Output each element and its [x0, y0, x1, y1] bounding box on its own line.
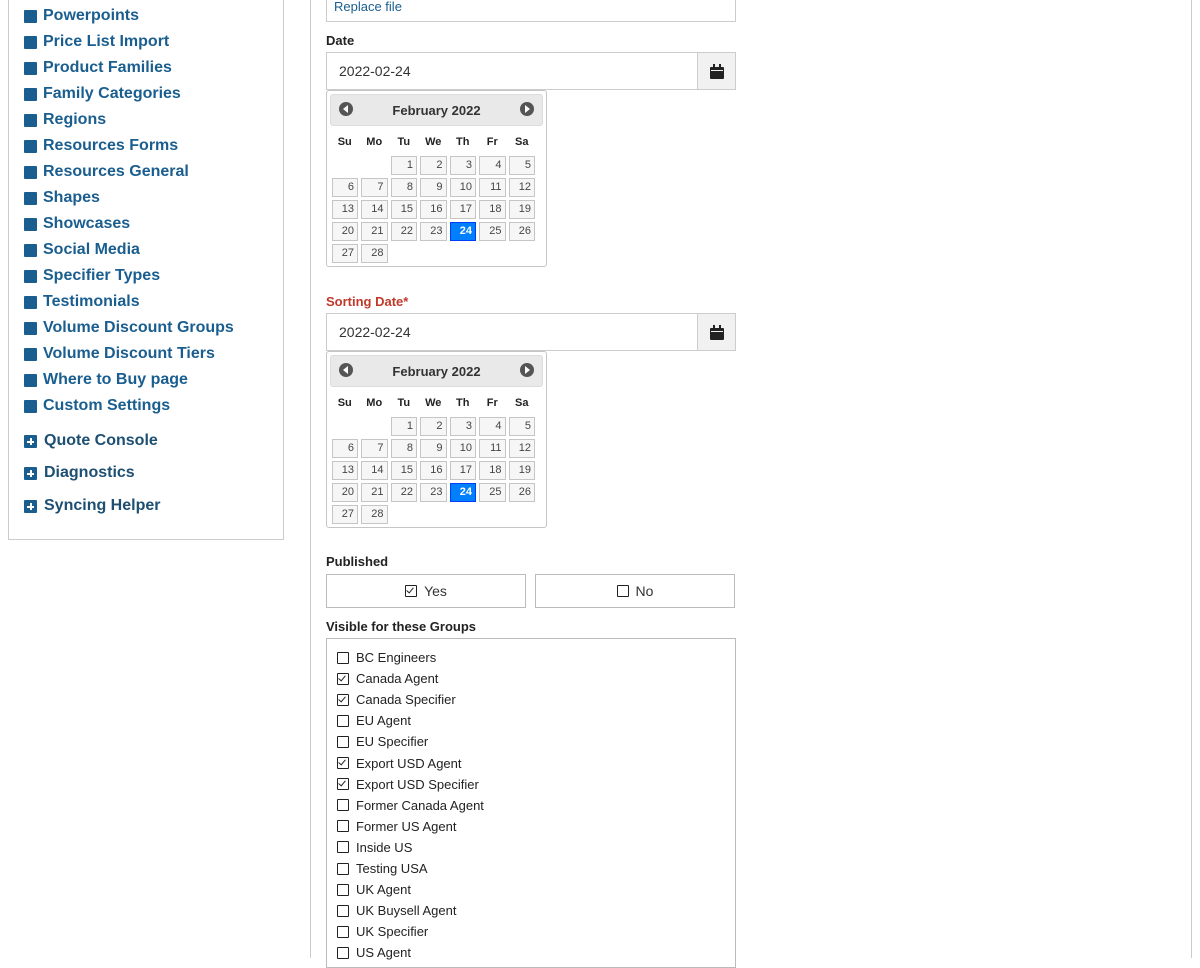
day-cell[interactable]: 14 — [361, 461, 388, 480]
group-checkbox-item[interactable] — [337, 798, 484, 813]
day-cell[interactable]: 11 — [479, 178, 506, 197]
square-bullet-icon — [24, 348, 37, 361]
day-cell[interactable]: 27 — [332, 244, 359, 263]
group-checkbox-item[interactable] — [337, 734, 428, 749]
day-cell[interactable]: 25 — [479, 483, 506, 502]
empty-box-icon[interactable] — [337, 736, 349, 748]
sidebar-item[interactable] — [24, 345, 215, 363]
next-month-icon[interactable] — [520, 363, 534, 377]
group-name: Export USD Agent — [356, 755, 462, 771]
empty-day-cell — [361, 156, 388, 175]
day-cell[interactable]: 5 — [509, 417, 536, 436]
sidebar-item[interactable] — [24, 189, 100, 207]
checked-box-icon[interactable] — [337, 694, 349, 706]
empty-box-icon[interactable] — [337, 841, 349, 853]
day-cell[interactable]: 28 — [361, 244, 388, 263]
selected-day-cell[interactable]: 24 — [450, 483, 477, 502]
published-no-label: No — [635, 583, 654, 599]
sidebar-item[interactable] — [24, 33, 169, 51]
sidebar-item-label: Volume Discount Tiers — [43, 345, 215, 362]
sidebar-item[interactable] — [24, 59, 172, 77]
day-cell[interactable]: 5 — [509, 156, 536, 175]
weekday-header: We — [425, 136, 442, 148]
weekday-header: Tu — [397, 397, 411, 409]
day-cell[interactable]: 23 — [420, 222, 447, 241]
day-cell[interactable]: 17 — [450, 461, 477, 480]
group-name: EU Agent — [356, 713, 411, 729]
day-cell[interactable]: 6 — [332, 439, 359, 458]
weekday-header: Su — [337, 397, 352, 409]
weekday-header: Sa — [515, 136, 529, 148]
group-name: UK Buysell Agent — [356, 903, 457, 919]
square-bullet-icon — [24, 140, 37, 153]
empty-box-icon[interactable] — [337, 652, 349, 664]
day-cell[interactable]: 1 — [391, 417, 418, 436]
day-cell[interactable]: 25 — [479, 222, 506, 241]
weekday-header: Th — [456, 397, 470, 409]
sidebar-item[interactable] — [24, 85, 181, 103]
day-cell[interactable]: 17 — [450, 200, 477, 219]
empty-day-cell — [361, 417, 388, 436]
sidebar-item-label: Testimonials — [43, 293, 140, 310]
empty-box-icon[interactable] — [337, 715, 349, 727]
datepicker-header — [330, 94, 543, 126]
sidebar-item-label: Price List Import — [43, 33, 170, 50]
weekday-header: Fr — [486, 136, 498, 148]
square-bullet-icon — [24, 192, 37, 205]
day-cell[interactable]: 8 — [391, 178, 418, 197]
day-cell[interactable]: 22 — [391, 222, 418, 241]
group-name: EU Specifier — [356, 734, 429, 750]
sidebar-item[interactable] — [24, 241, 140, 259]
day-cell[interactable]: 18 — [479, 461, 506, 480]
day-cell[interactable]: 2 — [420, 156, 447, 175]
sidebar-item-label: Where to Buy page — [43, 371, 188, 388]
weekday-header: Tu — [397, 136, 411, 148]
square-bullet-icon — [24, 374, 37, 387]
sidebar-item-label: Social Media — [43, 241, 140, 258]
datepicker-grid — [330, 131, 543, 263]
empty-box-icon[interactable] — [337, 863, 349, 875]
group-name: Inside US — [356, 839, 413, 855]
day-cell[interactable]: 21 — [361, 222, 388, 241]
group-name: Canada Agent — [356, 671, 439, 687]
day-cell[interactable]: 11 — [479, 439, 506, 458]
empty-box-icon[interactable] — [337, 926, 349, 938]
square-bullet-icon — [24, 270, 37, 283]
day-cell[interactable]: 27 — [332, 505, 359, 524]
checked-box-icon[interactable] — [337, 757, 349, 769]
group-name: UK Agent — [356, 882, 411, 898]
sidebar — [8, 0, 284, 540]
replace-file-link[interactable]: Replace file — [334, 0, 402, 14]
square-bullet-icon — [24, 62, 37, 75]
day-cell[interactable]: 10 — [450, 439, 477, 458]
sidebar-item[interactable] — [24, 215, 130, 233]
day-cell[interactable]: 6 — [332, 178, 359, 197]
sidebar-item-label: Custom Settings — [43, 397, 171, 414]
sidebar-item-label: Volume Discount Groups — [43, 319, 234, 336]
day-cell[interactable]: 15 — [391, 461, 418, 480]
empty-box-icon[interactable] — [337, 905, 349, 917]
day-cell[interactable]: 20 — [332, 483, 359, 502]
group-name: US Agent — [356, 945, 411, 961]
day-cell[interactable]: 13 — [332, 200, 359, 219]
datepicker-month-title: February 2022 — [392, 102, 481, 118]
checked-box-icon — [405, 585, 417, 597]
day-cell[interactable]: 19 — [509, 461, 536, 480]
checked-box-icon[interactable] — [337, 778, 349, 790]
date-calendar-button[interactable] — [697, 52, 736, 90]
datepicker-grid — [330, 392, 543, 524]
group-name: Canada Specifier — [356, 692, 456, 708]
day-cell[interactable]: 26 — [509, 483, 536, 502]
square-bullet-icon — [24, 36, 37, 49]
sorting-date-datepicker — [326, 351, 547, 528]
sidebar-item-label: Powerpoints — [43, 7, 140, 24]
groups-checklist — [326, 638, 736, 968]
group-checkbox-item[interactable] — [337, 882, 411, 897]
square-bullet-icon — [24, 244, 37, 257]
square-bullet-icon — [24, 166, 37, 179]
sorting-date-input[interactable] — [326, 313, 697, 351]
group-checkbox-item[interactable] — [337, 692, 456, 707]
group-checkbox-item[interactable] — [337, 777, 479, 792]
day-cell[interactable]: 1 — [391, 156, 418, 175]
empty-box-icon[interactable] — [337, 884, 349, 896]
sorting-date-calendar-button[interactable] — [697, 313, 736, 351]
sidebar-section-label: Diagnostics — [44, 464, 135, 481]
day-cell[interactable]: 26 — [509, 222, 536, 241]
group-name: BC Engineers — [356, 650, 437, 665]
sidebar-section-label: Quote Console — [44, 432, 158, 449]
day-cell[interactable]: 8 — [391, 439, 418, 458]
sidebar-item-label: Product Families — [43, 59, 172, 76]
sidebar-item-label: Specifier Types — [43, 267, 161, 284]
sidebar-item[interactable] — [24, 293, 140, 311]
sidebar-item[interactable] — [24, 371, 188, 389]
square-bullet-icon — [24, 296, 37, 309]
group-checkbox-item[interactable] — [337, 671, 438, 686]
sidebar-section-label: Syncing Helper — [44, 497, 161, 514]
day-cell[interactable]: 22 — [391, 483, 418, 502]
group-checkbox-item[interactable] — [337, 903, 456, 918]
sidebar-section-toggle[interactable] — [24, 464, 135, 482]
empty-box-icon[interactable] — [337, 820, 349, 832]
sidebar-item-label: Shapes — [43, 189, 100, 206]
date-label: Date — [326, 33, 355, 48]
empty-day-cell — [332, 156, 359, 175]
plus-square-icon — [24, 500, 37, 513]
empty-day-cell — [332, 417, 359, 436]
next-month-icon[interactable] — [520, 102, 534, 116]
date-datepicker — [326, 90, 547, 267]
datepicker-month-title: February 2022 — [392, 363, 481, 379]
day-cell[interactable]: 23 — [420, 483, 447, 502]
day-cell[interactable]: 18 — [479, 200, 506, 219]
weekday-header: Mo — [366, 397, 383, 409]
square-bullet-icon — [24, 114, 37, 127]
sidebar-item[interactable] — [24, 267, 160, 285]
day-cell[interactable]: 16 — [420, 461, 447, 480]
group-name: Testing USA — [356, 861, 428, 876]
group-checkbox-item[interactable] — [337, 756, 462, 771]
calendar-icon — [710, 64, 724, 79]
checked-box-icon[interactable] — [337, 673, 349, 685]
prev-month-icon[interactable] — [339, 363, 353, 377]
weekday-header: Th — [456, 136, 470, 148]
weekday-header: We — [425, 397, 442, 409]
square-bullet-icon — [24, 322, 37, 335]
group-name: Export USD Specifier — [356, 776, 479, 792]
date-input[interactable] — [326, 52, 697, 90]
day-cell[interactable]: 9 — [420, 439, 447, 458]
group-name: Former US Agent — [356, 818, 457, 834]
sidebar-item-label: Resources General — [43, 163, 189, 180]
sidebar-item-label: Family Categories — [43, 85, 181, 102]
published-no-button[interactable] — [535, 574, 735, 608]
square-bullet-icon — [24, 10, 37, 23]
weekday-header: Su — [337, 136, 352, 148]
day-cell[interactable]: 3 — [450, 417, 477, 436]
day-cell[interactable]: 7 — [361, 178, 388, 197]
weekday-header: Mo — [366, 136, 383, 148]
day-cell[interactable]: 12 — [509, 178, 536, 197]
empty-box-icon[interactable] — [337, 799, 349, 811]
day-cell[interactable]: 2 — [420, 417, 447, 436]
weekday-header: Fr — [486, 397, 498, 409]
sorting-date-label: Sorting Date* — [326, 294, 409, 309]
day-cell[interactable]: 13 — [332, 461, 359, 480]
day-cell[interactable]: 19 — [509, 200, 536, 219]
day-cell[interactable]: 28 — [361, 505, 388, 524]
day-cell[interactable]: 9 — [420, 178, 447, 197]
day-cell[interactable]: 12 — [509, 439, 536, 458]
datepicker-header — [330, 355, 543, 387]
group-name: UK Specifier — [356, 924, 429, 940]
square-bullet-icon — [24, 88, 37, 101]
empty-box-icon — [617, 585, 629, 597]
sidebar-section-toggle[interactable] — [24, 497, 160, 515]
group-checkbox-item[interactable] — [337, 840, 412, 855]
group-checkbox-item[interactable] — [337, 861, 428, 876]
sidebar-section-toggle[interactable] — [24, 432, 158, 450]
group-checkbox-item[interactable] — [337, 819, 456, 834]
prev-month-icon[interactable] — [339, 102, 353, 116]
day-cell[interactable]: 4 — [479, 417, 506, 436]
sidebar-item-label: Showcases — [43, 215, 131, 232]
day-cell[interactable]: 20 — [332, 222, 359, 241]
file-upload-box — [326, 0, 736, 22]
sidebar-item-label: Resources Forms — [43, 137, 179, 154]
sidebar-item-label: Regions — [43, 111, 107, 128]
day-cell[interactable]: 16 — [420, 200, 447, 219]
sidebar-item[interactable] — [24, 7, 139, 25]
groups-label: Visible for these Groups — [326, 619, 477, 634]
weekday-header: Sa — [515, 397, 529, 409]
group-checkbox-item[interactable] — [337, 713, 411, 728]
selected-day-cell[interactable]: 24 — [450, 222, 477, 241]
group-checkbox-item[interactable] — [337, 924, 428, 939]
published-yes-label: Yes — [424, 583, 447, 599]
square-bullet-icon — [24, 218, 37, 231]
plus-square-icon — [24, 467, 37, 480]
day-cell[interactable]: 7 — [361, 439, 388, 458]
sidebar-item[interactable] — [24, 163, 189, 181]
group-checkbox-item[interactable] — [337, 650, 436, 665]
day-cell[interactable]: 14 — [361, 200, 388, 219]
published-label: Published — [326, 554, 389, 569]
sidebar-item[interactable] — [24, 137, 178, 155]
sidebar-item[interactable] — [24, 319, 234, 337]
day-cell[interactable]: 4 — [479, 156, 506, 175]
day-cell[interactable]: 15 — [391, 200, 418, 219]
day-cell[interactable]: 10 — [450, 178, 477, 197]
group-name: Former Canada Agent — [356, 797, 484, 813]
square-bullet-icon — [24, 400, 37, 413]
published-yes-button[interactable] — [326, 574, 526, 608]
day-cell[interactable]: 21 — [361, 483, 388, 502]
sidebar-item[interactable] — [24, 397, 170, 415]
sidebar-item[interactable] — [24, 111, 106, 129]
day-cell[interactable]: 3 — [450, 156, 477, 175]
calendar-icon — [710, 325, 724, 340]
plus-square-icon — [24, 435, 37, 448]
